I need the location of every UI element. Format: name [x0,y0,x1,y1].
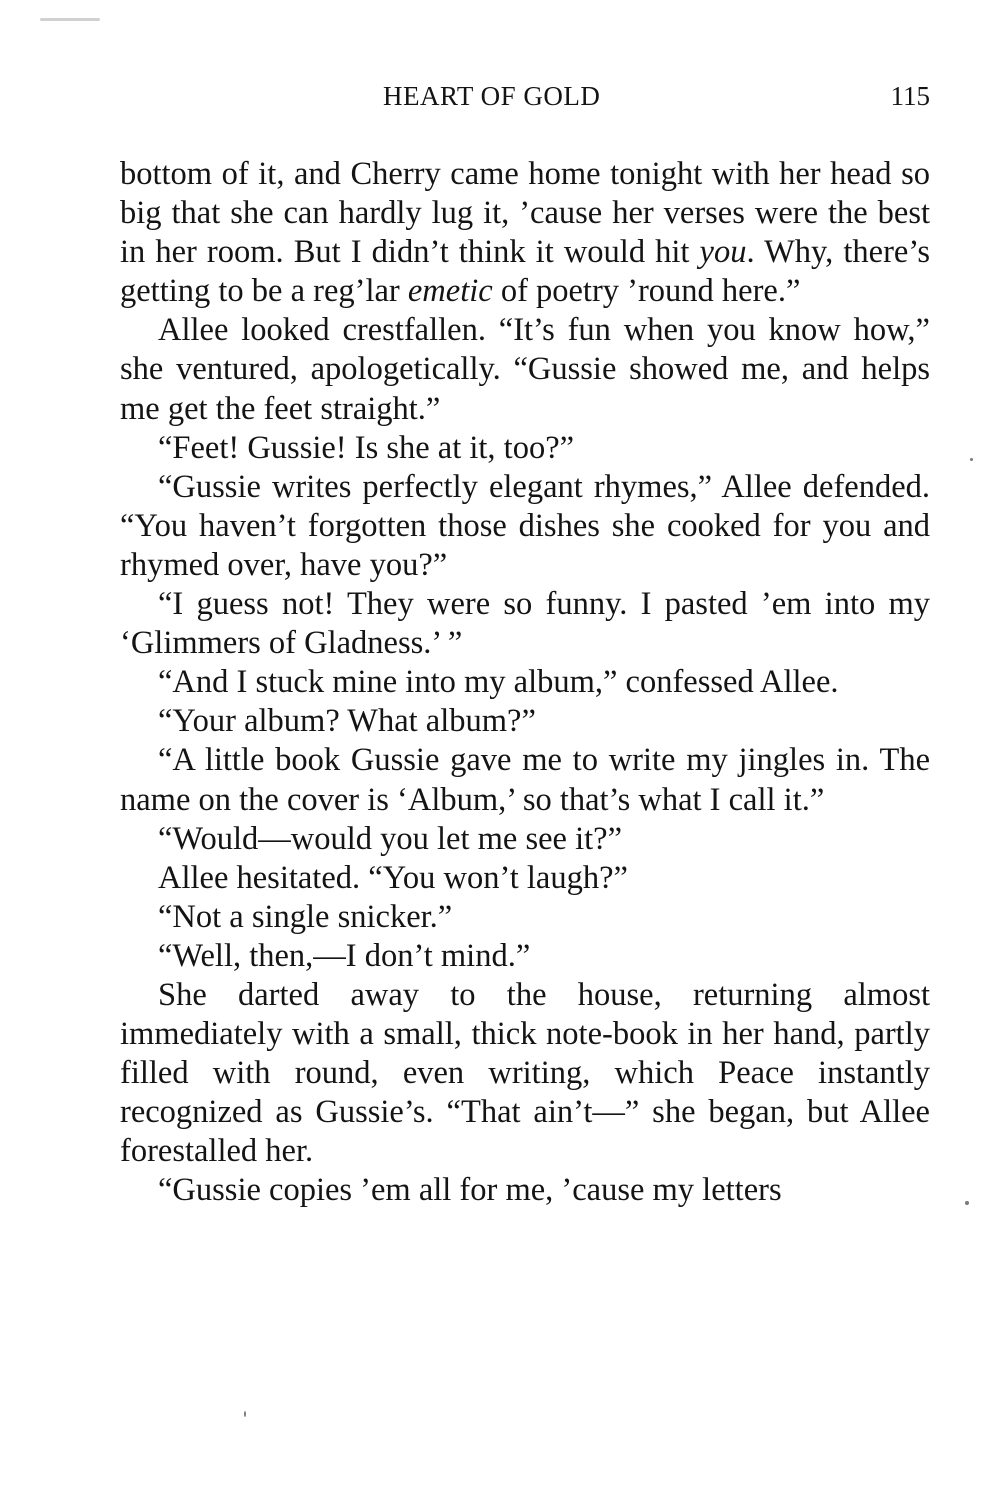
paragraph: Allee hesitated. “You won’t laugh?” [158,859,628,896]
italic-word: you [699,234,747,271]
paragraph: “Not a single snicker.” [158,898,453,935]
text-run: . Why, there’s getting to be a reg’lar [120,234,930,310]
scan-speck [965,1201,969,1205]
body-text [120,155,930,1211]
paragraph: Allee looked crestfallen. “It’s fun when you know how,” she ventured, apologetically. “Gussie showed me, and helps me get the feet straight.” [120,312,930,427]
scan-speck [40,18,100,21]
text-run: of poetry ’round here.” [492,273,801,310]
paragraph: “Well, then,—I don’t mind.” [158,937,531,974]
paragraph: “I guess not! They were so funny. I pasted ’em into my ‘Glimmers of Gladness.’ ” [120,586,930,662]
paragraph: “Would—would you let me see it?” [158,820,622,857]
paragraph: “A little book Gussie gave me to write my jingles in. The name on the cover is ‘Album,’ so that’s what I call it.” [120,742,930,818]
page-header [120,76,930,116]
text-run: bottom of it, and Cherry came home tonight with her head so big that she can hardly lug it, ’cause her verses were the best in her room. But I didn’t think it would hit [120,156,930,271]
paragraph: She darted away to the house, returning almost immediately with a small, thick note-book in her hand, partly filled with round, even writing, which Peace instantly recognized as Gussie’s. “That ain’t—” she began, but Allee forestalled her. [120,976,930,1170]
paragraph: “And I stuck mine into my album,” confessed Allee. [158,664,839,701]
running-title: HEART OF GOLD [383,81,601,111]
italic-word: emetic [407,273,493,310]
scan-speck [970,458,973,461]
paragraph: “Feet! Gussie! Is she at it, too?” [158,429,575,466]
paragraph: “Your album? What album?” [158,703,536,740]
paragraph: “Gussie writes perfectly elegant rhymes,” Allee defended. “You haven’t forgotten those dishes she cooked for you and rhymed over, have you?” [120,468,930,583]
paragraph: “Gussie copies ’em all for me, ’cause my letters [158,1172,782,1209]
paragraph [120,155,930,311]
scan-speck [244,1411,246,1417]
page-number: 115 [890,81,930,111]
